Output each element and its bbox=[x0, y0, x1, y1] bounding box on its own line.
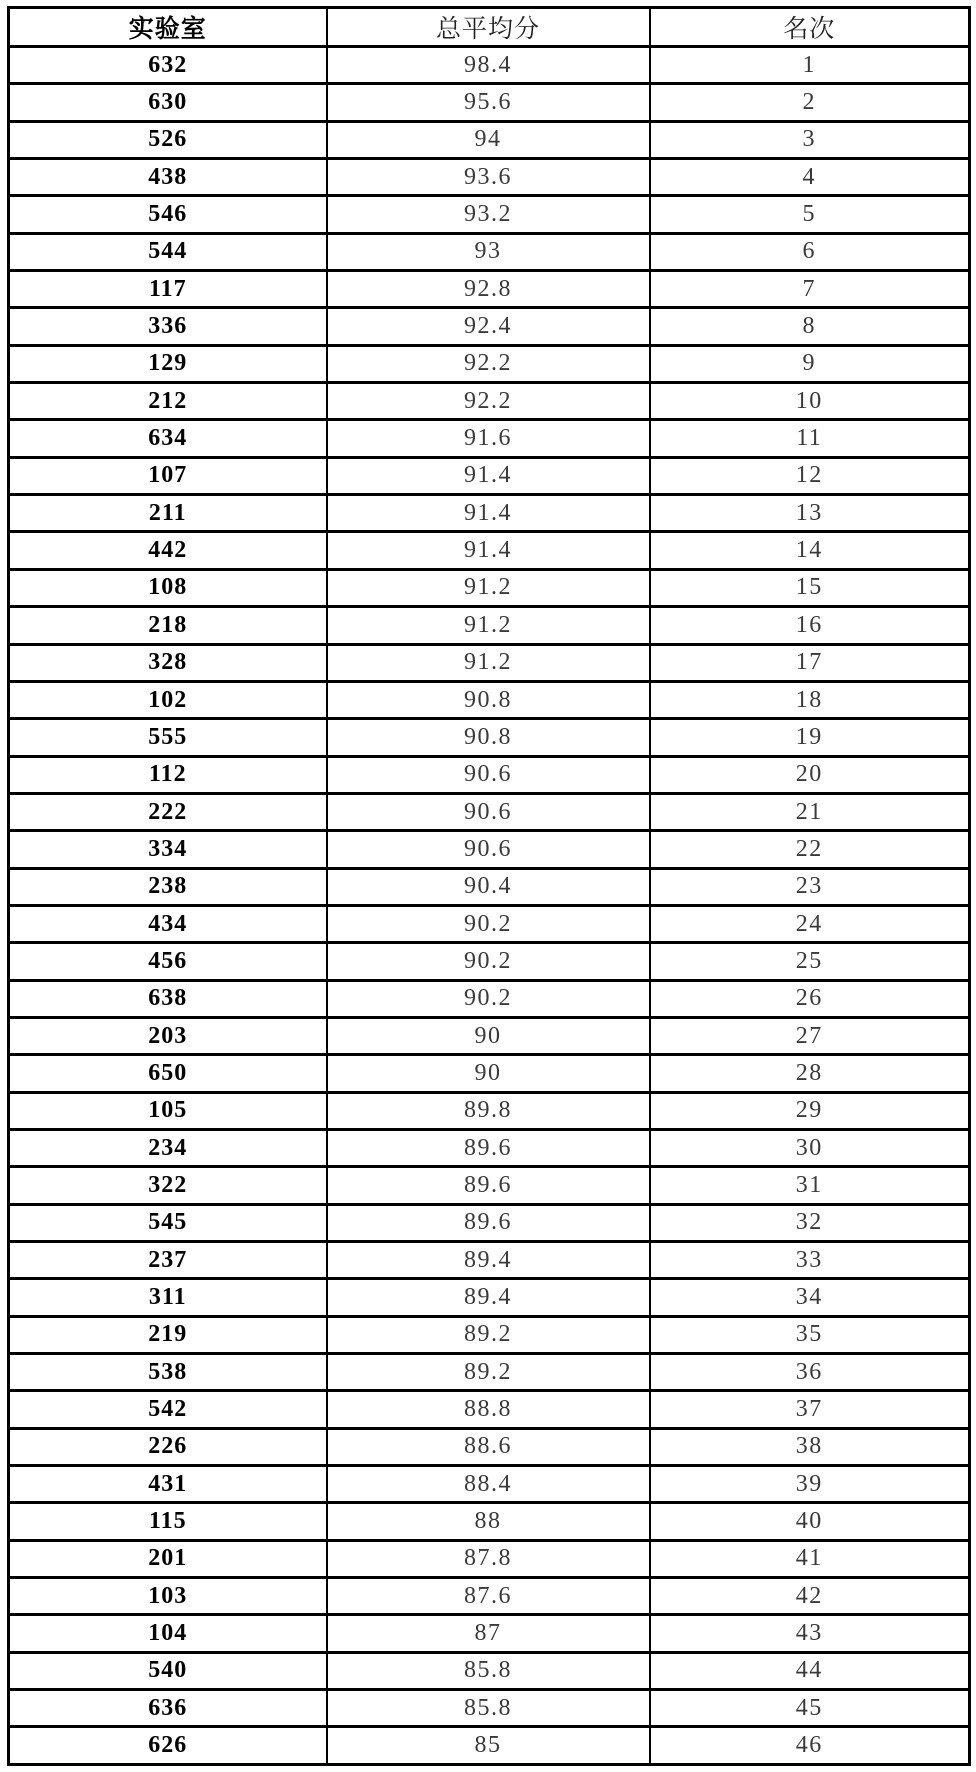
score-cell: 89.8 bbox=[327, 1092, 650, 1129]
table-row bbox=[9, 1204, 970, 1241]
lab-cell: 112 bbox=[9, 756, 327, 793]
lab-cell: 104 bbox=[9, 1615, 327, 1652]
score-cell: 85.8 bbox=[327, 1690, 650, 1727]
table-row bbox=[9, 196, 970, 233]
rank-cell: 5 bbox=[650, 196, 970, 233]
table-row bbox=[9, 1615, 970, 1652]
rank-cell: 21 bbox=[650, 793, 970, 830]
score-cell: 90.2 bbox=[327, 905, 650, 942]
table-row bbox=[9, 1017, 970, 1054]
rank-cell: 44 bbox=[650, 1652, 970, 1689]
column-header-score: 总平均分 bbox=[327, 8, 650, 47]
lab-cell: 630 bbox=[9, 84, 327, 121]
rank-cell: 29 bbox=[650, 1092, 970, 1129]
score-cell: 88.8 bbox=[327, 1391, 650, 1428]
rank-cell: 37 bbox=[650, 1391, 970, 1428]
score-cell: 89.2 bbox=[327, 1354, 650, 1391]
column-header-rank: 名次 bbox=[650, 8, 970, 47]
lab-cell: 234 bbox=[9, 1129, 327, 1166]
rank-cell: 7 bbox=[650, 271, 970, 308]
lab-cell: 538 bbox=[9, 1354, 327, 1391]
lab-cell: 226 bbox=[9, 1428, 327, 1465]
table-row bbox=[9, 271, 970, 308]
lab-cell: 544 bbox=[9, 233, 327, 270]
rank-cell: 15 bbox=[650, 569, 970, 606]
rank-cell: 45 bbox=[650, 1690, 970, 1727]
score-cell: 87.6 bbox=[327, 1578, 650, 1615]
rank-cell: 18 bbox=[650, 681, 970, 718]
lab-cell: 107 bbox=[9, 457, 327, 494]
rank-cell: 25 bbox=[650, 943, 970, 980]
lab-cell: 334 bbox=[9, 831, 327, 868]
rank-cell: 43 bbox=[650, 1615, 970, 1652]
rank-cell: 8 bbox=[650, 308, 970, 345]
rank-cell: 42 bbox=[650, 1578, 970, 1615]
rank-cell: 20 bbox=[650, 756, 970, 793]
score-cell: 89.6 bbox=[327, 1167, 650, 1204]
lab-cell: 211 bbox=[9, 495, 327, 532]
table-row bbox=[9, 1242, 970, 1279]
rank-cell: 14 bbox=[650, 532, 970, 569]
score-cell: 91.4 bbox=[327, 532, 650, 569]
score-cell: 90 bbox=[327, 1055, 650, 1092]
score-cell: 95.6 bbox=[327, 84, 650, 121]
score-cell: 90.8 bbox=[327, 681, 650, 718]
rank-cell: 22 bbox=[650, 831, 970, 868]
rank-cell: 16 bbox=[650, 607, 970, 644]
rank-cell: 23 bbox=[650, 868, 970, 905]
lab-cell: 555 bbox=[9, 719, 327, 756]
table-row bbox=[9, 47, 970, 84]
table-row bbox=[9, 457, 970, 494]
score-cell: 89.2 bbox=[327, 1316, 650, 1353]
score-cell: 92.8 bbox=[327, 271, 650, 308]
lab-cell: 103 bbox=[9, 1578, 327, 1615]
lab-cell: 115 bbox=[9, 1503, 327, 1540]
lab-cell: 328 bbox=[9, 644, 327, 681]
score-cell: 89.4 bbox=[327, 1242, 650, 1279]
table-row bbox=[9, 1354, 970, 1391]
table-row bbox=[9, 719, 970, 756]
table-row bbox=[9, 383, 970, 420]
table-row bbox=[9, 905, 970, 942]
table-row bbox=[9, 121, 970, 158]
rank-cell: 30 bbox=[650, 1129, 970, 1166]
score-cell: 93 bbox=[327, 233, 650, 270]
score-cell: 90.2 bbox=[327, 980, 650, 1017]
table-body bbox=[9, 47, 970, 1765]
lab-cell: 626 bbox=[9, 1727, 327, 1765]
score-cell: 85.8 bbox=[327, 1652, 650, 1689]
lab-cell: 545 bbox=[9, 1204, 327, 1241]
column-header-lab: 实验室 bbox=[9, 8, 327, 47]
table-row bbox=[9, 644, 970, 681]
table-row bbox=[9, 84, 970, 121]
table-row bbox=[9, 1652, 970, 1689]
rank-cell: 28 bbox=[650, 1055, 970, 1092]
table-row bbox=[9, 607, 970, 644]
lab-cell: 438 bbox=[9, 159, 327, 196]
lab-cell: 638 bbox=[9, 980, 327, 1017]
lab-cell: 108 bbox=[9, 569, 327, 606]
rank-cell: 19 bbox=[650, 719, 970, 756]
lab-cell: 632 bbox=[9, 47, 327, 84]
score-cell: 92.4 bbox=[327, 308, 650, 345]
lab-cell: 219 bbox=[9, 1316, 327, 1353]
table-row bbox=[9, 569, 970, 606]
score-cell: 89.6 bbox=[327, 1204, 650, 1241]
rank-cell: 3 bbox=[650, 121, 970, 158]
rank-cell: 35 bbox=[650, 1316, 970, 1353]
rank-cell: 40 bbox=[650, 1503, 970, 1540]
rank-cell: 41 bbox=[650, 1540, 970, 1577]
table-row bbox=[9, 1092, 970, 1129]
lab-cell: 222 bbox=[9, 793, 327, 830]
lab-cell: 526 bbox=[9, 121, 327, 158]
lab-cell: 322 bbox=[9, 1167, 327, 1204]
rank-cell: 1 bbox=[650, 47, 970, 84]
table-row bbox=[9, 1727, 970, 1765]
lab-cell: 218 bbox=[9, 607, 327, 644]
rank-cell: 2 bbox=[650, 84, 970, 121]
score-cell: 89.6 bbox=[327, 1129, 650, 1166]
score-cell: 89.4 bbox=[327, 1279, 650, 1316]
score-cell: 91.2 bbox=[327, 644, 650, 681]
lab-cell: 129 bbox=[9, 345, 327, 382]
table-row bbox=[9, 159, 970, 196]
table-row bbox=[9, 1540, 970, 1577]
lab-cell: 546 bbox=[9, 196, 327, 233]
score-cell: 98.4 bbox=[327, 47, 650, 84]
score-cell: 87.8 bbox=[327, 1540, 650, 1577]
table-row bbox=[9, 1167, 970, 1204]
lab-cell: 237 bbox=[9, 1242, 327, 1279]
table-row bbox=[9, 793, 970, 830]
rank-cell: 10 bbox=[650, 383, 970, 420]
rank-cell: 9 bbox=[650, 345, 970, 382]
rank-cell: 36 bbox=[650, 1354, 970, 1391]
score-cell: 90.6 bbox=[327, 756, 650, 793]
lab-cell: 434 bbox=[9, 905, 327, 942]
lab-ranking-table bbox=[7, 6, 971, 1766]
score-cell: 88.6 bbox=[327, 1428, 650, 1465]
score-cell: 92.2 bbox=[327, 345, 650, 382]
score-cell: 91.6 bbox=[327, 420, 650, 457]
lab-cell: 102 bbox=[9, 681, 327, 718]
rank-cell: 12 bbox=[650, 457, 970, 494]
table-row bbox=[9, 308, 970, 345]
rank-cell: 34 bbox=[650, 1279, 970, 1316]
table-row bbox=[9, 345, 970, 382]
lab-cell: 431 bbox=[9, 1466, 327, 1503]
score-cell: 90.8 bbox=[327, 719, 650, 756]
table-row bbox=[9, 1503, 970, 1540]
score-cell: 91.4 bbox=[327, 457, 650, 494]
table-row bbox=[9, 1690, 970, 1727]
lab-cell: 105 bbox=[9, 1092, 327, 1129]
table-row bbox=[9, 532, 970, 569]
lab-cell: 212 bbox=[9, 383, 327, 420]
lab-cell: 117 bbox=[9, 271, 327, 308]
score-cell: 88.4 bbox=[327, 1466, 650, 1503]
score-cell: 94 bbox=[327, 121, 650, 158]
rank-cell: 27 bbox=[650, 1017, 970, 1054]
rank-cell: 24 bbox=[650, 905, 970, 942]
table-row bbox=[9, 1129, 970, 1166]
table-row bbox=[9, 233, 970, 270]
lab-cell: 311 bbox=[9, 1279, 327, 1316]
rank-cell: 13 bbox=[650, 495, 970, 532]
table-row bbox=[9, 831, 970, 868]
score-cell: 90.2 bbox=[327, 943, 650, 980]
score-cell: 93.2 bbox=[327, 196, 650, 233]
score-cell: 88 bbox=[327, 1503, 650, 1540]
table-row bbox=[9, 1316, 970, 1353]
table-row bbox=[9, 1578, 970, 1615]
lab-cell: 238 bbox=[9, 868, 327, 905]
table-row bbox=[9, 1466, 970, 1503]
score-cell: 87 bbox=[327, 1615, 650, 1652]
score-cell: 93.6 bbox=[327, 159, 650, 196]
score-cell: 90.4 bbox=[327, 868, 650, 905]
lab-cell: 203 bbox=[9, 1017, 327, 1054]
table-row bbox=[9, 943, 970, 980]
rank-cell: 31 bbox=[650, 1167, 970, 1204]
rank-cell: 46 bbox=[650, 1727, 970, 1765]
rank-cell: 32 bbox=[650, 1204, 970, 1241]
table-row bbox=[9, 1428, 970, 1465]
table-row bbox=[9, 1055, 970, 1092]
header-row bbox=[9, 8, 970, 47]
score-cell: 90.6 bbox=[327, 831, 650, 868]
rank-cell: 39 bbox=[650, 1466, 970, 1503]
score-cell: 91.2 bbox=[327, 607, 650, 644]
score-cell: 90.6 bbox=[327, 793, 650, 830]
score-cell: 91.2 bbox=[327, 569, 650, 606]
lab-cell: 442 bbox=[9, 532, 327, 569]
table-row bbox=[9, 1279, 970, 1316]
rank-cell: 4 bbox=[650, 159, 970, 196]
lab-cell: 650 bbox=[9, 1055, 327, 1092]
table-row bbox=[9, 495, 970, 532]
score-cell: 92.2 bbox=[327, 383, 650, 420]
rank-cell: 33 bbox=[650, 1242, 970, 1279]
rank-cell: 38 bbox=[650, 1428, 970, 1465]
table-row bbox=[9, 420, 970, 457]
lab-cell: 456 bbox=[9, 943, 327, 980]
rank-cell: 26 bbox=[650, 980, 970, 1017]
score-cell: 85 bbox=[327, 1727, 650, 1765]
table-row bbox=[9, 980, 970, 1017]
rank-cell: 6 bbox=[650, 233, 970, 270]
score-cell: 91.4 bbox=[327, 495, 650, 532]
table-row bbox=[9, 868, 970, 905]
table-row bbox=[9, 756, 970, 793]
lab-cell: 542 bbox=[9, 1391, 327, 1428]
rank-cell: 17 bbox=[650, 644, 970, 681]
table-row bbox=[9, 681, 970, 718]
rank-cell: 11 bbox=[650, 420, 970, 457]
lab-cell: 636 bbox=[9, 1690, 327, 1727]
score-cell: 90 bbox=[327, 1017, 650, 1054]
table-row bbox=[9, 1391, 970, 1428]
lab-cell: 634 bbox=[9, 420, 327, 457]
lab-cell: 540 bbox=[9, 1652, 327, 1689]
lab-cell: 201 bbox=[9, 1540, 327, 1577]
lab-cell: 336 bbox=[9, 308, 327, 345]
